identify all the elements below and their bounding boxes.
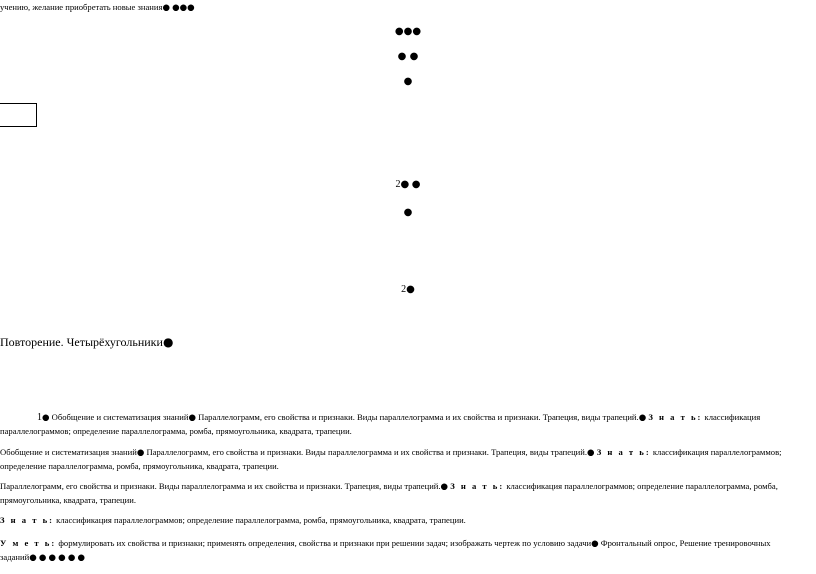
bullet: ● — [403, 26, 413, 37]
bullet: ● — [403, 76, 413, 87]
paragraph-2 — [0, 446, 806, 473]
skill-label: У м е т ь: — [0, 538, 57, 548]
bullet: ● — [136, 448, 145, 458]
bullet: ● — [77, 553, 85, 563]
bullet: ● — [38, 553, 47, 563]
bullet: ● — [29, 553, 37, 563]
paragraph-4 — [0, 514, 806, 527]
paragraph-text: Параллелограмм, его свойства и признаки. Виды параллелограмма и их свойства и признаки. Трапеция, виды трапеций. — [0, 481, 441, 491]
bullet: ● — [403, 207, 413, 218]
bullet: ● — [411, 179, 421, 190]
bullet: ● — [58, 553, 66, 563]
bullet: ● — [412, 26, 422, 37]
bullet: ● — [179, 3, 188, 13]
dot-group-one — [0, 76, 816, 87]
marker-number: 2 — [401, 284, 407, 295]
bullet: ● — [48, 553, 57, 563]
know-text: классификация параллелограммов; определение параллелограмма, ромба, прямоугольника, квадрата, трапеции. — [0, 447, 782, 471]
marker-number: 2 — [395, 179, 401, 190]
top-line — [0, 2, 195, 13]
bullet: ● — [409, 51, 419, 62]
bullet: ● — [187, 3, 195, 13]
paragraph-1 — [0, 411, 806, 438]
know-text: классификация параллелограммов; определение параллелограмма, ромба, прямоугольника, квадрата, трапеции. — [0, 481, 778, 505]
dot-single — [0, 207, 816, 218]
top-line-text: учению, желание приобретать новые знания — [0, 2, 163, 12]
bullet: ● — [406, 284, 415, 295]
bullet: ● — [397, 51, 407, 62]
know-label: З н а т ь: — [0, 515, 55, 525]
bullet: ● — [400, 179, 410, 190]
bullet: ● — [394, 26, 404, 37]
bullet: ● — [162, 3, 170, 13]
know-label: З н а т ь: — [450, 481, 505, 491]
bullet: ● — [638, 413, 647, 423]
dot-group-two — [0, 51, 816, 62]
paragraph-text: Параллелограмм, его свойства и признаки. Виды параллелограмма и их свойства и признаки. Трапеция, виды трапеций. — [146, 447, 588, 457]
paragraph-5 — [0, 537, 806, 565]
bullet: ● — [587, 448, 595, 458]
bullet: ● — [42, 413, 50, 423]
heading-text: Повторение. Четырёхугольники — [0, 335, 163, 349]
paragraph-3 — [0, 480, 806, 507]
paragraph-number: 1 — [37, 412, 42, 423]
paragraph-text: Параллелограмм, его свойства и признаки. Виды параллелограмма и их свойства и признаки. Трапеция, виды трапеций. — [198, 412, 639, 422]
marker-two — [0, 284, 816, 295]
bullet: ● — [67, 553, 76, 563]
know-label: З н а т ь: — [596, 447, 651, 457]
bullet: ● — [188, 413, 196, 423]
know-label: З н а т ь: — [648, 412, 703, 422]
know-text: классификация параллелограммов; определение параллелограмма, ромба, прямоугольника, квадрата, трапеции. — [0, 412, 761, 436]
bullet: ● — [591, 539, 599, 549]
bullet: ● — [162, 335, 174, 349]
know-text: классификация параллелограммов; определение параллелограмма, ромба, прямоугольника, квадрата, трапеции. — [56, 515, 466, 525]
empty-box — [0, 103, 37, 127]
skill-text: формулировать их свойства и признаки; применять определения, свойства и признаки при решении задач; изображать чертеж по условию задачи — [58, 538, 592, 548]
marker-two-dots — [0, 179, 816, 190]
bullet: ● — [440, 482, 449, 492]
page-title — [0, 335, 173, 350]
paragraph-text: Фронтальный опрос, Решение тренировочных заданий — [0, 538, 771, 562]
paragraph-text: Обобщение и систематизация знаний — [51, 412, 189, 422]
dot-group-three — [0, 26, 816, 37]
bullet: ● — [172, 3, 180, 13]
paragraph-text: Обобщение и систематизация знаний — [0, 447, 137, 457]
